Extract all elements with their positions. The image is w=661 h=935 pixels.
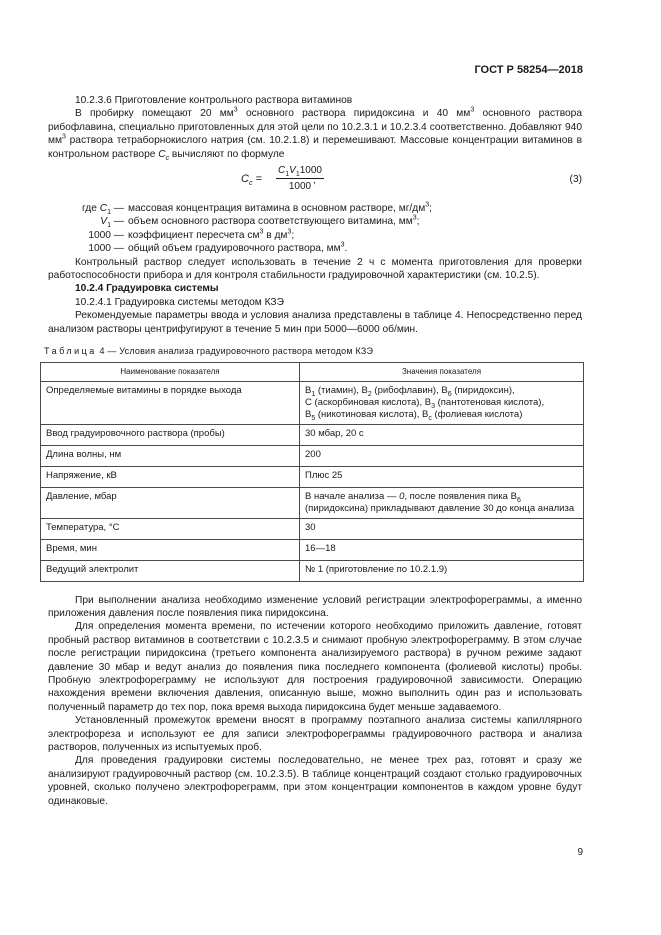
paragraph: Для проведения градуировки системы последовательно, не менее трех раз, готовят и сразу же анализируют градуировочный раствор (см. 10.2.3.5). В таблице концентраций создают столько градуировочных уровней, сколько получено электрофореграмм, при этом концентрации компонентов в каждом уровне будут одинаковые. bbox=[48, 755, 582, 807]
table-cell: Давление, мбар bbox=[41, 487, 300, 518]
paragraph: Для определения момента времени, по истечении которого необходимо приложить давление, готовят пробный раствор витаминов в соответствии с 10.2.3.5 и снимают пробную электрофореграмму. В этом случае после регистрации пиридоксина (третьего компонента анализируемого раствора) в ручном режиме задают давление 30 мбар и ведут анализ до появления пика последнего компонента (фолиевой кислоты) пробы. Пробную электрофореграмму не используют для построения градуировочной зависимости. Операцию нахождения времени включения давления, описанную выше, можно выполнить один раз и использовать полученный параметр до тех пор, пока время выхода пиридоксина будет меньше задаваемого. bbox=[48, 621, 582, 713]
table-cell: Напряжение, кВ bbox=[41, 466, 300, 487]
where-text: массовая концентрация витамина в основном растворе, $мг/дм^3$; bbox=[128, 201, 432, 215]
paragraph: В пробирку помещают 20 $мм^3$ основного раствора пиридоксина и 40 $мм^3$ основного раствора рибофлавина, специально приготовленных для этой цели по 10.2.3.1 и 10.2.3.4 соответственно. Добавляют 940 $мм^3$ раствора тетраборнокислого натрия (см. 10.2.1.8) и перемешивают. Массовые концентрации витаминов в контрольном растворе $C_c$ вычисляют по формуле bbox=[48, 107, 582, 162]
table-cell: Ведущий электролит bbox=[41, 560, 300, 581]
table-row bbox=[41, 381, 584, 424]
page-number: 9 bbox=[577, 847, 583, 858]
table-cell: 200 bbox=[300, 445, 584, 466]
paragraph: При выполнении анализа необходимо изменение условий регистрации электрофореграммы, а именно приложения давления после появления пика пиридоксина. bbox=[48, 594, 582, 619]
table-row bbox=[41, 445, 584, 466]
table-cell: Определяемые витамины в порядке выхода bbox=[41, 381, 300, 424]
where-symbol: $V_1$ — bbox=[100, 216, 124, 230]
table-row bbox=[41, 466, 584, 487]
table-cell: В начале анализа — 0, после появления пика $B_6$ (пиридоксина) прикладывают давление 30 до конца анализа bbox=[300, 487, 584, 518]
section-title: 10.2.3.6 Приготовление контрольного раствора витаминов bbox=[75, 95, 353, 106]
paragraph: Контрольный раствор следует использовать в течение 2 ч с момента приготовления для проверки работоспособности прибора и для контроля стабильности градуировочной характеристики (см. 10.2.5). bbox=[48, 256, 582, 282]
table-row bbox=[41, 539, 584, 560]
formula-fraction bbox=[276, 164, 324, 194]
table-header: Наименование показателя bbox=[41, 362, 300, 381]
document-header: ГОСТ Р 58254—2018 bbox=[474, 64, 583, 76]
table-cell: Ввод градуировочного раствора (пробы) bbox=[41, 424, 300, 445]
page-content bbox=[44, 94, 582, 808]
table-row bbox=[41, 560, 584, 581]
formula-numerator: $C_1V_11000$ bbox=[278, 165, 322, 179]
table-cell: 16—18 bbox=[300, 539, 584, 560]
table-row bbox=[41, 518, 584, 539]
paragraph: Рекомендуемые параметры ввода и условия анализа представлены в таблице 4. Непосредственно перед анализом растворы центрифугируют в течение 5 мин при 5000—6000 об/мин. bbox=[48, 310, 582, 335]
table-caption: Таблица 4 — Условия анализа градуировочного раствора методом КЗЭ bbox=[44, 346, 374, 357]
where-symbol: 1000 — bbox=[88, 229, 124, 241]
table-cell: Длина волны, нм bbox=[41, 445, 300, 466]
subsection-title: 10.2.4.1 Градуировка системы методом КЗЭ bbox=[75, 296, 284, 308]
table-cell: Плюс 25 bbox=[300, 466, 584, 487]
table-cell: Температура, °С bbox=[41, 518, 300, 539]
table-row bbox=[41, 424, 584, 445]
table-cell: № 1 (приготовление по 10.2.1.9) bbox=[300, 560, 584, 581]
formula-number: (3) bbox=[569, 174, 582, 186]
table-cell: Время, мин bbox=[41, 539, 300, 560]
where-symbol: 1000 — bbox=[88, 243, 124, 255]
section-heading: 10.2.4 Градуировка системы bbox=[75, 283, 219, 295]
where-text: коэффициент пересчета $см^3$ в $дм^3$; bbox=[128, 228, 295, 241]
table-header: Значения показателя bbox=[300, 362, 584, 381]
paragraph: Установленный промежуток времени вносят в программу поэтапного анализа системы капиллярного электрофореза и используют ее для записи электрофореграммы градуировочного раствора и анализа растворов, полученных из испытуемых проб. bbox=[48, 715, 582, 753]
formula-lhs: $C_c$ = bbox=[241, 173, 262, 188]
table-cell: $B_1$ (тиамин), $B_2$ (рибофлавин), $B_6$ (пиридоксин), С (аскорбиновая кислота), $B_3$ (пантотеновая кислота), $B_5$ (никотиновая кислота), $B_c$ (фолиевая кислота) bbox=[300, 381, 584, 424]
formula bbox=[48, 164, 582, 198]
table-cell: 30 мбар, 20 с bbox=[300, 424, 584, 445]
where-symbol: где $C_1$ — bbox=[82, 203, 124, 217]
conditions-table bbox=[40, 362, 584, 582]
table-header-row bbox=[41, 362, 584, 381]
where-text: общий объем градуировочного раствора, $мм^3$. bbox=[128, 241, 348, 255]
table-row bbox=[41, 487, 584, 518]
where-list bbox=[48, 202, 582, 256]
formula-denominator: 1000 bbox=[288, 181, 312, 193]
where-text: объем основного раствора соответствующего витамина, $мм^3$; bbox=[128, 215, 420, 228]
formula-comma: , bbox=[313, 175, 316, 187]
table-cell: 30 bbox=[300, 518, 584, 539]
